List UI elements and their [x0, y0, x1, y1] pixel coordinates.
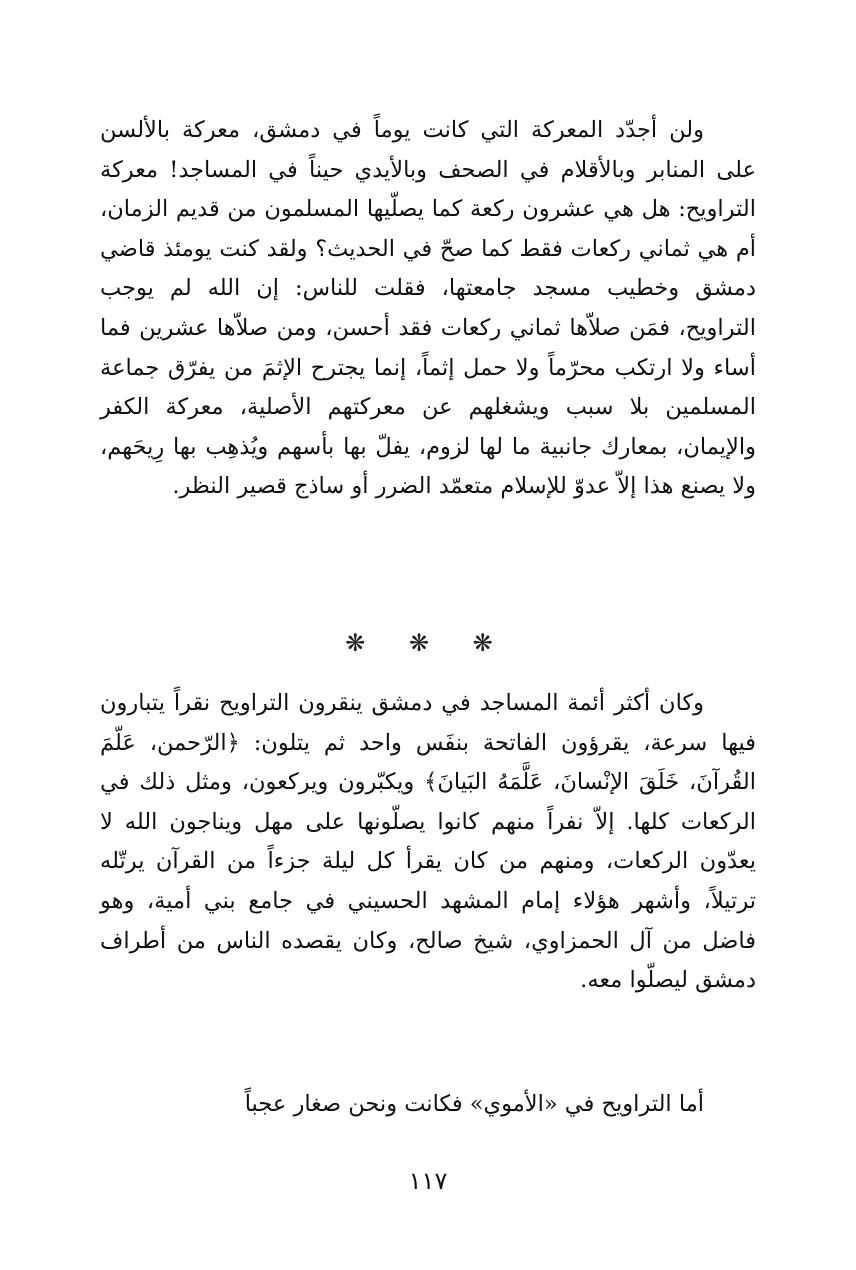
paragraph-umayyad-tarawih: أما التراويح في «الأموي» فكانت ونحن صغار عجباً — [244, 1091, 704, 1117]
paragraph-damascus-imams: وكان أكثر أئمة المساجد في دمشق ينقرون التراويح نقراً يتبارون فيها سرعة، يقرؤون الفاتحة بنفَس واحد ثم يتلون: ﴿الرّحمن، عَلّمَ القُرآنَ، خَلَقَ الإنْسانَ، عَلَّمَهُ البَيانَ﴾ ويكبّرون ويركعون، ومثل ذلك في الركعات كلها. إلاّ نفراً منهم كانوا يصلّونها على مهل ويناجون الله لا يعدّون الركعات، ومنهم من كان يقرأ كل ليلة جزءاً من القرآن يرتّله ترتيلاً، وأشهر هؤلاء إمام المشهد الحسيني في جامع بني أمية، وهو فاضل من آل الحمزاوي، شيخ صالح، وكان يقصده الناس من أطراف دمشق ليصلّوا معه. — [100, 690, 756, 994]
section-separator: ❋ ❋ ❋ — [345, 629, 511, 657]
paragraph-tarawih-debate: ولن أجدّد المعركة التي كانت يوماً في دمشق، معركة بالألسن على المنابر وبالأقلام في الصحف وبالأيدي حيناً في المساجد! معركة التراويح: هل هي عشرون ركعة كما يصلّيها المسلمون من قديم الزمان، أم هي ثماني ركعات فقط كما صحّ في الحديث؟ ولقد كنت يومئذ قاضي دمشق وخطيب مسجد جامعتها، فقلت للناس: إن الله لم يوجب التراويح، فمَن صلاّها ثماني ركعات فقد أحسن، ومن صلاّها عشرين فما أساء ولا ارتكب محرّماً ولا حمل إثماً، إنما يجترح الإثمَ من يفرّق جماعة المسلمين بلا سبب ويشغلهم عن معركتهم الأصلية، معركة الكفر والإيمان، بمعارك جانبية ما لها لزوم، يفلّ بها بأسهم ويُذهِب بها رِيحَهم، ولا يصنع هذا إلاّ عدوّ للإسلام متعمّد الضرر أو ساذج قصير النظر. — [100, 117, 756, 500]
page-number: ١١٧ — [408, 1167, 448, 1195]
